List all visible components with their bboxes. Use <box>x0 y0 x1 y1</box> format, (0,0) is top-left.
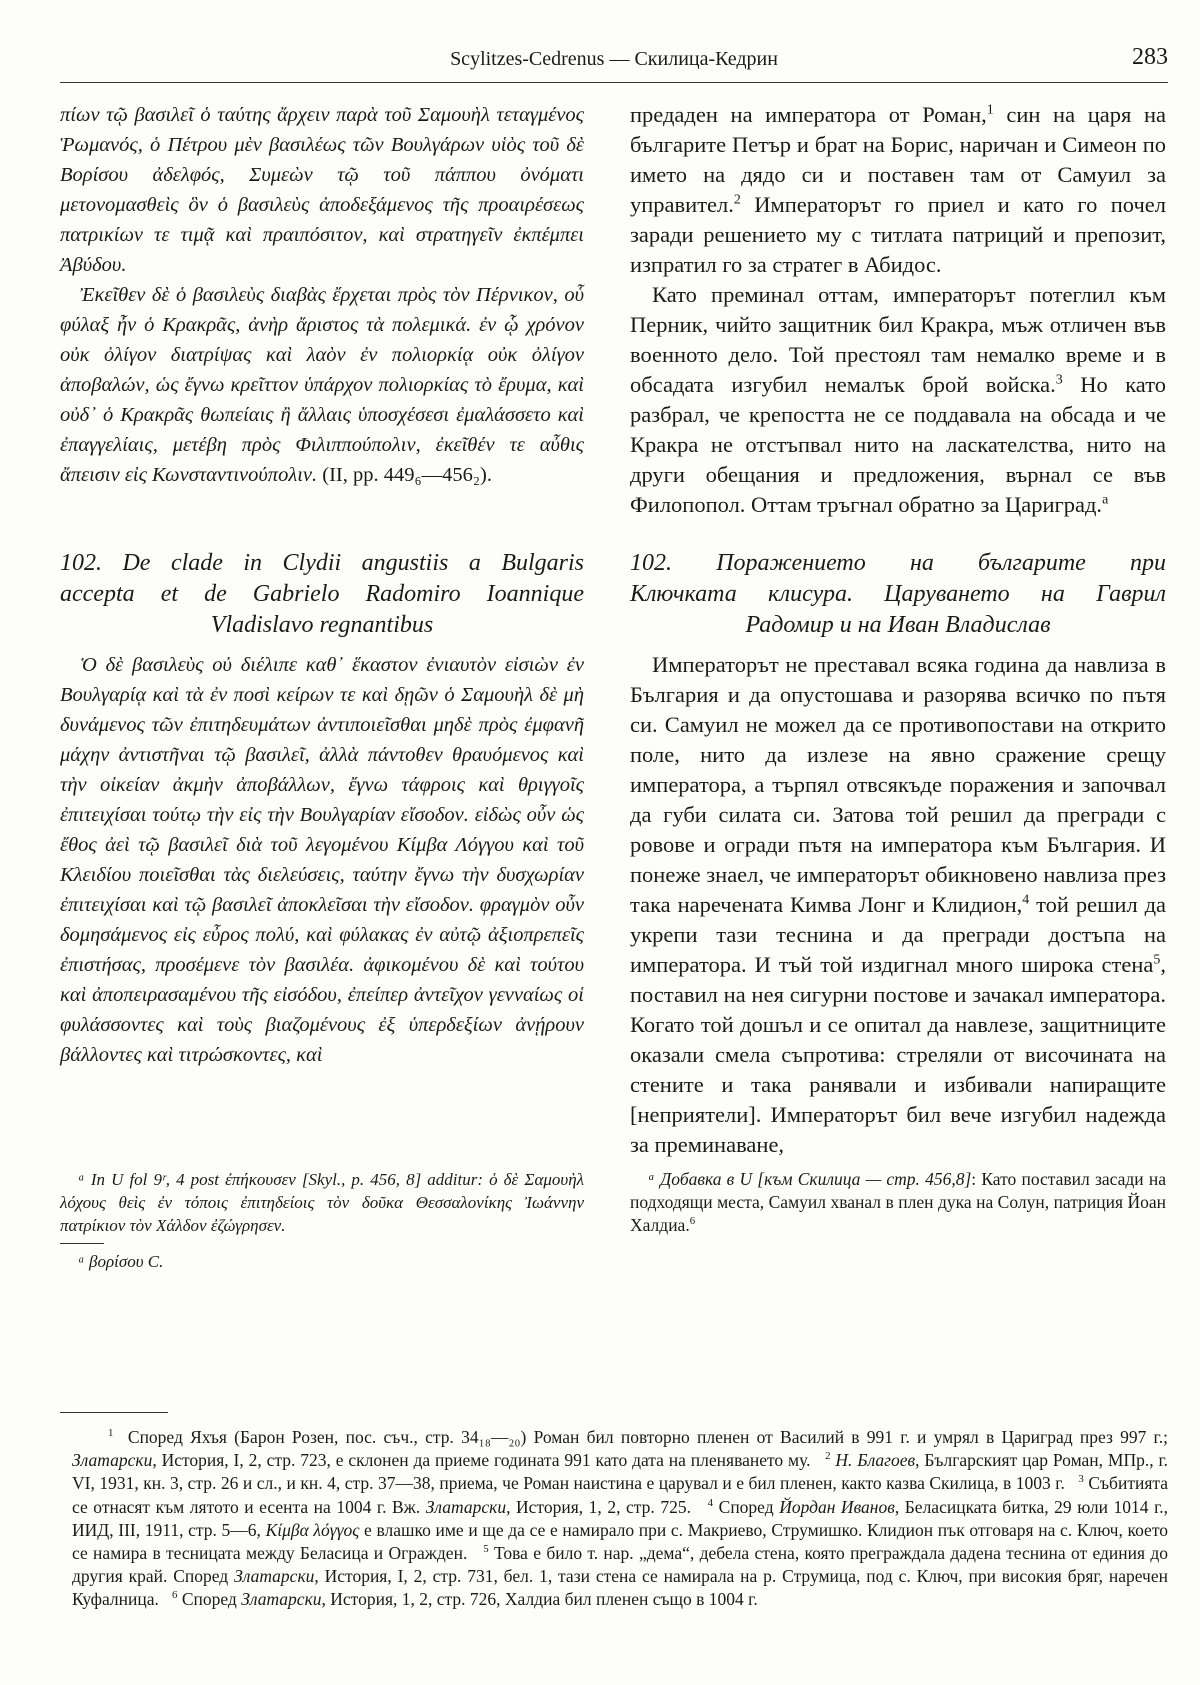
footnote-5-text: Това е било т. нар. „дема“, дебела стена, която преграждала дадена теснина от единия до другия край. Според <box>72 1543 1168 1587</box>
apparatus-text: : Като поставил засади на подходящи места, Самуил хванал в плен дука на Солун, патриция Йоан Халдиа. <box>630 1169 1166 1235</box>
bulgarian-column <box>630 100 1166 520</box>
footnote-4-text: е влашко име и ще да се е намирало при с. Макриево, Струмишко. Клидион пък отговаря на с. Ключ, което се намира в тесницата между Беласица и Огражден. <box>72 1519 1168 1564</box>
latin-heading-line-3: Vladislavo regnantibus <box>210 612 434 638</box>
apparatus-note-b: ᵃ βορίσου C. <box>78 1252 164 1271</box>
footnote-ref-4[interactable]: 4 <box>1022 892 1030 908</box>
apparatus-label: ᵃ Добавка в U [към Скилица — стр. 456,8] <box>648 1169 972 1189</box>
greek-paragraph-2-ref: (II, pp. 449₆—456₂). <box>322 464 492 486</box>
footnote-6-text: Според <box>181 1589 242 1610</box>
greek-apparatus-2 <box>60 1250 584 1273</box>
footnote-4-text: Според <box>718 1496 780 1517</box>
running-title: Scylitzes-Cedrenus — Скилица-Кедрин <box>450 48 778 70</box>
bulgarian-heading-line-2: Ключката клисура. Царуването на Гаврил <box>630 581 1166 607</box>
footnote-ref-2[interactable]: 2 <box>733 192 741 208</box>
apparatus-rule <box>60 1243 104 1244</box>
footnote-4-number: 4 <box>707 1496 714 1509</box>
apparatus-ref-a[interactable]: a <box>1102 492 1109 508</box>
greek-column <box>60 100 584 490</box>
greek-paragraph-1: πίων τῷ βασιλεῖ ὁ ταύτης ἄρχειν παρὰ τοῦ Σαμουὴλ τεταγμένος Ῥωμανός, ὁ Πέτρου μὲν βασιλέως τῶν Βουλγάρων υἱὸς τοῦ δὲ Βορίσου ἀδελφός, Συμεὼν τῷ τοῦ πάππου ὀνόματι μετονομασθεὶς ὃν ὁ βασιλεὺς ἀποδεξάμενος τῆς προαιρέσεως πατρικίων τε τιμᾷ καὶ πραιπόσιτον, καὶ στρατηγεῖν ἐκπέμπει Ἀβύδου. <box>60 104 584 276</box>
greek-paragraph-2 <box>60 280 584 490</box>
running-head <box>60 44 1168 78</box>
footnote-2-author: Н. Благоев <box>835 1450 916 1471</box>
footnote-4-greek: Κίμβα λόγγος <box>265 1519 360 1540</box>
bulgarian-paragraph-2 <box>630 280 1166 520</box>
bg-text: син на царя на българите Петър и брат на Борис, наричан и Симеон по името на дядо си и поставен там от Самуил за управител. <box>630 102 1166 217</box>
latin-heading-line-1: 102. De clade in Clydii angustiis a Bulgaris <box>60 550 584 576</box>
greek-column-2 <box>60 650 584 1070</box>
page-number: 283 <box>1132 44 1168 70</box>
footnote-3-text: , История, 1, 2, стр. 725. <box>506 1496 691 1517</box>
greek-paragraph-3: Ὁ δὲ βασιλεὺς οὐ διέλιπε καθ᾽ ἕκαστον ἐνιαυτὸν εἰσιὼν ἐν Βουλγαρίᾳ καὶ τὰ ἐν ποσὶ κείρων τε καὶ δῃῶν ὁ Σαμουὴλ δὲ μὴ δυνάμενος τῶν ἐπιτηδευμάτων ἀντιποιεῖσθαι μηδὲ πρὸς ἐμφανῆ μάχην ἀντιστῆναι τῷ βασιλεῖ, ἀλλὰ πάντοθεν θραυόμενος καὶ τὴν οἰκείαν ἀκμὴν ἀποβάλλων, ἔγνω τάφροις καὶ θριγγοῖς ἐπιτειχίσαι τούτῳ τὴν εἰς τὴν Βουλγαρίαν εἴσοδον. εἰδὼς οὖν ὡς ἔθος ἀεὶ τῷ βασιλεῖ διὰ τοῦ λεγομένου Κίμβα Λόγγου καὶ τοῦ Κλειδίου ποιεῖσθαι τὰς διελεύσεις, ταύτην ἔγνω τὴν δυσχωρίαν ἐπιτειχίσαι καὶ τῷ βασιλεῖ ἀποκλεῖσαι τὴν εἴσοδον. φραγμὸν οὖν δομησάμενος εἰς εὖρος πολύ, καὶ φύλακας ἐν αὐτῷ ἀξιοπρεπεῖς ἐπιστήσας, προσέμενε τὸν βασιλέα. ἀφικομένου δὲ καὶ τούτου καὶ ἀποπειρασαμένου τῆς εἰσόδου, ἐπείπερ ἀντεῖχον γενναίως οἱ φυλάσσοντες καὶ τοὺς βιαζομένους ἐξ ὑπερδεξίων ἀνῄρουν βάλλοντες καὶ τιτρώσκοντες, καὶ <box>60 654 584 1066</box>
latin-heading-line-2: accepta et de Gabrielo Radomiro Ioannique <box>60 581 584 607</box>
apparatus-note-a: ᵃ In U fol 9ʳ, 4 post ἐπήκουσεν [Skyl., p. 456, 8] additur: ὁ δὲ Σαμουὴλ λόχους θεὶς ἐν τόποις ἐπιτηδείοις τὸν δοῦκα Θεσσαλονίκης Ἰωάννην πατρίκιον τὸν Χάλδον ἐζώγρησεν. <box>60 1170 584 1235</box>
bulgarian-paragraph-3 <box>630 650 1166 1160</box>
footnote-1-text: Според Яхъя (Барон Розен, пос. съч., стр. 34₁₈—₂₀) Роман бил повторно пленен от Василий в 991 г. и умрял в Цариград през 997 г.; <box>127 1427 1169 1447</box>
footnotes <box>72 1426 1168 1612</box>
greek-paragraph-2-text: Ἐκεῖθεν δὲ ὁ βασιλεὺς διαβὰς ἔρχεται πρὸς τὸν Πέρνικον, οὗ φύλαξ ἦν ὁ Κρακρᾶς, ἀνὴρ ἄριστος τὰ πολεμικά. ἐν ᾧ χρόνον οὐκ ὀλίγον διατρίψας καὶ λαὸν ἐν πολιορκίᾳ οὐκ ὀλίγον ἀποβαλών, ὡς ἔγνω κρεῖττον ὑπάρχον πολιορκίας τὸ ἔρυμα, καὶ οὐδ᾽ ὁ Κρακρᾶς θωπείαις ἢ ἄλλαις ὑποσχέσεσι ἐμαλάσσετο καὶ ἐπαγγελίαις, μετέβη πρὸς Φιλιππούπολιν, ἐκεῖθέν τε αὖθις ἄπεισιν εἰς Κωνσταντινούπολιν. <box>60 284 584 486</box>
footnote-1-text: , История, I, 2, стр. 723, е склонен да приеме годината 991 като дата на пленяването му. <box>152 1450 811 1471</box>
footnote-2-text: , Българският цар Роман, МПр., г. VI, 1931, кн. 3, стр. 26 и сл., и кн. 4, стр. 37—38, приема, че Роман наистина е царувал и е бил пленен, както казва Скилица, в 1003 г. <box>72 1450 1169 1494</box>
bg-text: предаден на императора от Роман, <box>630 102 987 127</box>
bulgarian-heading <box>630 548 1166 641</box>
bg-text: Императорът го приел и като го почел заради решението му с титлата патриций и препозит, изпратил го за стратег в Абидос. <box>630 192 1166 277</box>
footnote-3-number: 3 <box>1078 1473 1084 1486</box>
footnote-3-text: Събитията се отнасят към лятото и есента на 1004 г. Вж. <box>72 1473 1169 1517</box>
footnote-3-author: Златарски <box>425 1496 507 1517</box>
footnote-ref-6[interactable]: 6 <box>689 1215 696 1228</box>
bulgarian-column-2 <box>630 650 1166 1160</box>
footnote-4-author: Йордан Иванов <box>779 1496 895 1517</box>
greek-apparatus <box>60 1168 584 1237</box>
bg-text: Като преминал оттам, императорът потеглил към Перник, чийто защитник бил Кракра, мъж отличен във военното дело. Той престоял там немалко време и в обсадата изгубил немалък брой войска. <box>630 282 1166 397</box>
footnote-5-text: , История, I, 2, стр. 731, бел. 1, тази стена се намирала на р. Струмица, под с. Ключ, при високия бряг, наречен Куфалница. <box>72 1566 1168 1610</box>
bg-text: , поставил на нея сигурни постове и зачакал императора. Когато той дошъл и се опитал да навлезе, защитниците оказали смела съпротива: стреляли от височината на стените и така ранявали и избивали напиращите [неприятели]. Императорът бил вече изгубил надежда за преминаване, <box>630 952 1166 1157</box>
bg-text: Но като разбрал, че крепостта не се поддавала на обсада и че Кракра не отстъпвал нито на ласкателства, нито на други обещания и предложения, върнал се във Филопопол. Оттам тръгнал обратно за Цариград. <box>630 372 1166 517</box>
footnote-5-author: Златарски <box>234 1566 315 1587</box>
bg-text: той решил да укрепи тази теснина и да прегради достъпа на императора. И тъй той издигнал много широка стена <box>630 892 1167 977</box>
bulgarian-apparatus-note-a <box>630 1168 1166 1237</box>
latin-heading <box>60 548 584 641</box>
bulgarian-heading-line-3: Радомир и на Иван Владислав <box>745 612 1051 638</box>
footnote-1-author: Златарски <box>72 1450 153 1471</box>
header-rule <box>60 82 1168 83</box>
footnote-6-number: 6 <box>172 1589 178 1602</box>
footnotes-rule <box>60 1412 168 1413</box>
footnote-ref-1[interactable]: 1 <box>986 102 994 118</box>
footnote-ref-5[interactable]: 5 <box>1153 952 1161 968</box>
footnote-1-number: 1 <box>108 1427 114 1440</box>
bg-text: Императорът не преставал всяка година да навлиза в България и да опустошава и разорява всичко по пътя си. Самуил не можел да се противопостави на открито поле, нито да излезе на явно сражение срещу императора, а търпял отвсякъде поражения и започвал да губи силата си. Затова той решил да прегради с ровове и огради пътя на императора към България. И понеже знаел, че императорът обикновено навлиза през така наречената Кимва Лонг и Клидион, <box>630 652 1166 917</box>
footnote-2-number: 2 <box>825 1450 831 1463</box>
footnote-6-text: , История, 1, 2, стр. 726, Халдиа бил пленен също в 1004 г. <box>321 1589 758 1610</box>
bulgarian-paragraph-1 <box>630 100 1166 280</box>
footnote-4-text: , Беласицката битка, 29 юли 1014 г., ИИД, III, 1911, стр. 5—6, <box>72 1496 1169 1540</box>
bulgarian-apparatus <box>630 1168 1166 1237</box>
footnote-5-number: 5 <box>483 1543 489 1556</box>
footnote-6-author: Златарски <box>241 1589 322 1610</box>
bulgarian-heading-line-1: 102. Поражението на българите при <box>630 550 1166 576</box>
footnote-ref-3[interactable]: 3 <box>1055 372 1063 388</box>
